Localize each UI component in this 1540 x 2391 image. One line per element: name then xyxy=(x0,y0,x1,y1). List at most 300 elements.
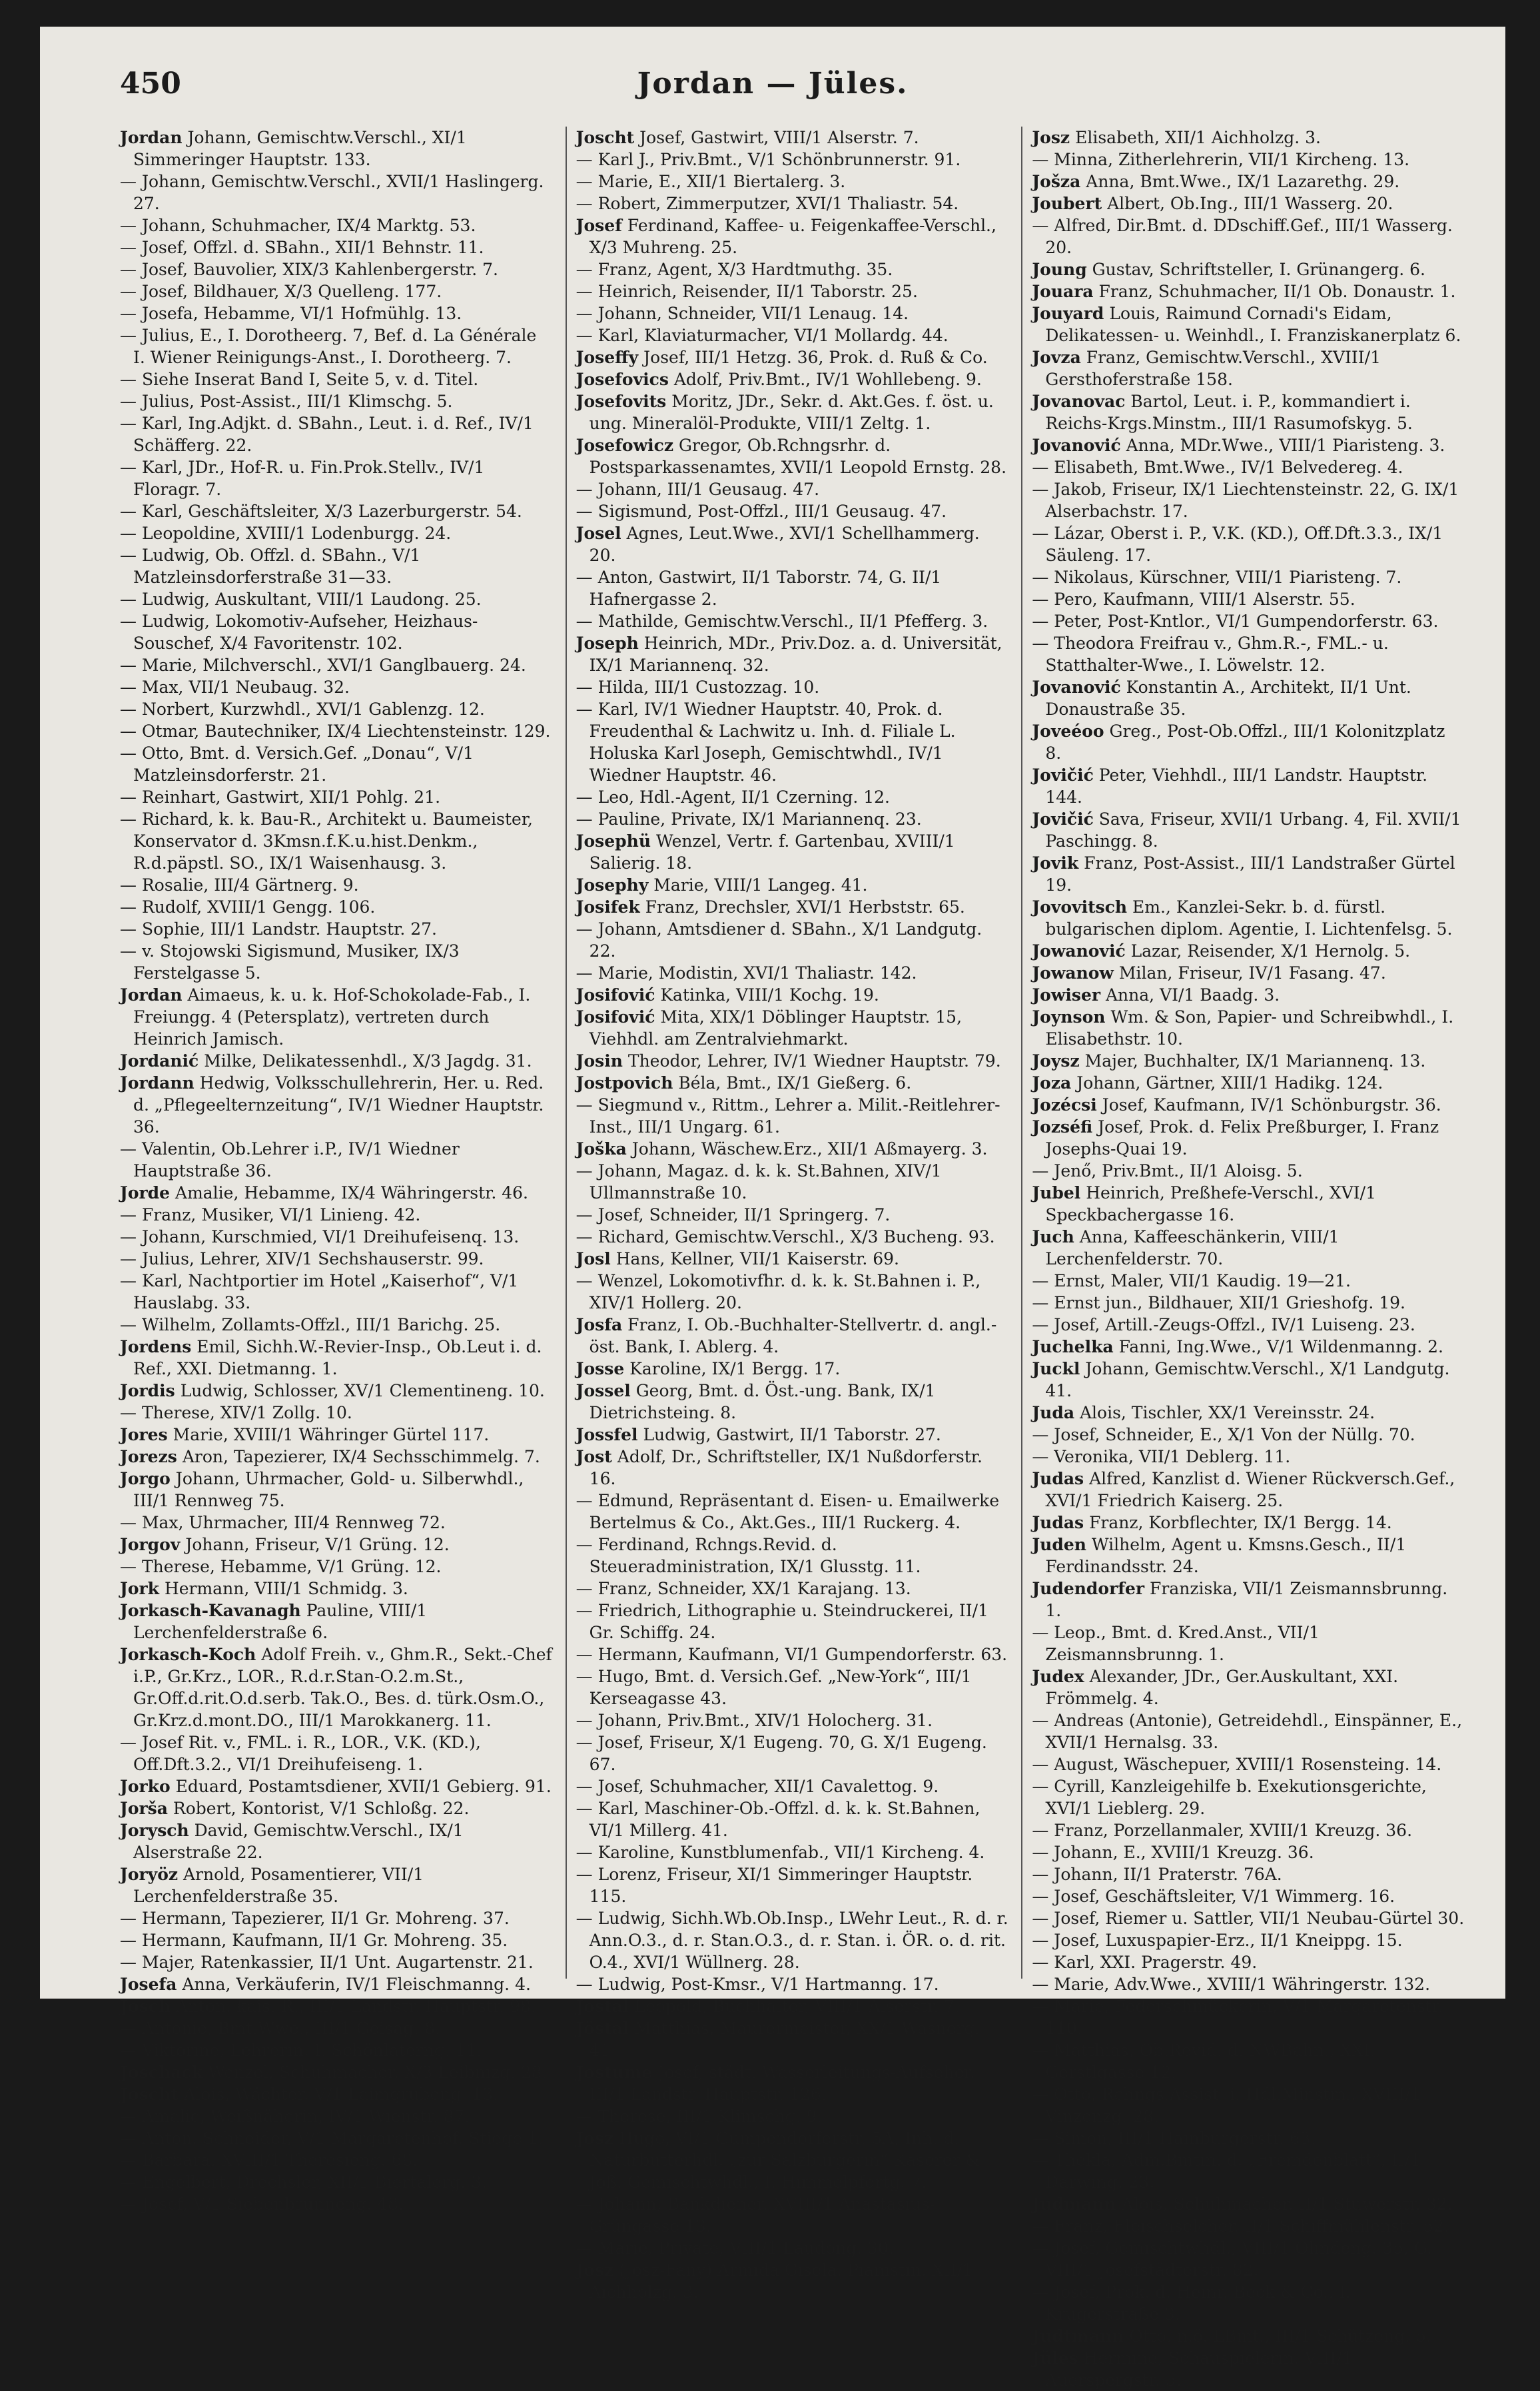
directory-entry xyxy=(120,2193,554,2215)
directory-entry xyxy=(1032,1863,1465,1885)
entry-details: — Therese, III/1 Klimschg. 9. xyxy=(576,2107,823,2126)
directory-entry xyxy=(120,1248,554,1270)
entry-surname: Jouara xyxy=(1032,282,1094,301)
entry-details: — Thekla, Adm.Bmtin. d. „Fremdenblatt“, II/1 Darwing. 23. xyxy=(1032,2151,1421,2192)
entry-details: — Andreas (Antonie), Getreidehdl., Einspänner, E., XVII/1 Hernalsg. 33. xyxy=(1032,1711,1463,1752)
entry-details: Anna, MDr.Wwe., VIII/1 Piaristeng. 3. xyxy=(1126,436,1445,455)
directory-entry xyxy=(1032,1468,1465,1512)
entry-details: — Johann, II/1 Praterstr. 76A. xyxy=(1032,1865,1282,1884)
entry-surname: Jovik xyxy=(1032,853,1079,873)
entry-surname: Josefowicz xyxy=(576,436,674,455)
entry-details: — Karoline, Kunstblumenfab., VII/1 Kircheng. 4. xyxy=(576,1843,985,1862)
directory-entry xyxy=(1032,2149,1465,2193)
entry-details: Georg, Bmt. d. Öst.-ung. Bank, IX/1 Dietrichsteing. 8. xyxy=(589,1381,936,1422)
directory-entry xyxy=(120,215,554,237)
directory-entry xyxy=(576,215,1010,258)
directory-entry xyxy=(120,940,554,984)
directory-entry xyxy=(120,1468,554,1512)
directory-entry xyxy=(576,1775,1010,1797)
directory-entry xyxy=(1032,1775,1465,1819)
entry-details: Milan, Friseur, IV/1 Fasang. 47. xyxy=(1118,963,1386,983)
entry-surname: Jordan xyxy=(120,985,183,1005)
entry-details: Em., Kanzlei-Sekr. b. d. fürstl. bulgarischen diplom. Agentie, I. Lichtenfelsg. 5. xyxy=(1045,897,1453,939)
entry-details: Josef, III/1 Hetzg. 36, Prok. d. Ruß & Co. xyxy=(643,348,988,367)
entry-details: Adolf, Dr., Schriftsteller, IX/1 Nußdorferstr. 16. xyxy=(589,1447,982,1488)
directory-entry xyxy=(1032,1622,1465,1666)
directory-entry xyxy=(1032,1094,1465,1116)
entry-details: — Lorenz, Friseur, XI/1 Simmeringer Hauptstr. 115. xyxy=(576,1865,973,1906)
entry-surname: Jowanović xyxy=(1032,941,1126,961)
directory-entry xyxy=(120,2105,554,2127)
directory-entry xyxy=(120,1204,554,1226)
entry-surname: Josephy xyxy=(576,875,649,895)
directory-entry xyxy=(576,171,1010,193)
directory-entry xyxy=(120,1775,554,1797)
entry-details: Anna, Kaffeeschänkerin, VIII/1 Lerchenfelderstr. 70. xyxy=(1045,1227,1340,1268)
directory-entry xyxy=(1032,1885,1465,1907)
entry-details: — Rudolf, XVIII/1 Gengg. 106. xyxy=(120,897,376,917)
entry-surname: Jowiser xyxy=(1032,985,1101,1005)
directory-entry xyxy=(120,1402,554,1424)
entry-details: Alois, Tischler, XX/1 Vereinsstr. 24. xyxy=(1079,1403,1375,1422)
directory-entry xyxy=(120,654,554,676)
entry-details: — Heinrich, Reisender, II/1 Taborstr. 25. xyxy=(576,282,918,301)
directory-entry xyxy=(576,830,1010,874)
entry-details: — August, Wäschepuer, XVIII/1 Rosensteing. 14. xyxy=(1032,1755,1442,1774)
entry-surname: Jorkasch-Kavanagh xyxy=(120,1601,301,1620)
entry-surname: Jordann xyxy=(120,1073,194,1093)
entry-details: Johann, Gemischtw.Verschl., X/1 Landgutg. 41. xyxy=(1045,1359,1450,1400)
entry-details: — Franz, Fleischselcher, II/1 Schiffmühlenstr. 52. xyxy=(1032,2216,1449,2236)
entry-details: Béla, Bmt., IX/1 Gießerg. 6. xyxy=(678,1073,912,1093)
directory-entry xyxy=(576,1666,1010,1709)
entry-details: Arnold, Posamentierer, VII/1 Lerchenfelderstraße 35. xyxy=(133,1865,424,1906)
entry-details: — Alfred, Dir.Bmt. d. DDschiff.Gef., III/1 Wasserg. 20. xyxy=(1032,216,1453,257)
entry-surname: Judendorfer xyxy=(1032,1579,1145,1598)
entry-details: Mita, XIX/1 Döblinger Hauptstr. 15, Viehhdl. am Zentralviehmarkt. xyxy=(589,1007,962,1049)
directory-entry xyxy=(1032,1929,1465,1951)
entry-details: — Johann, Kurschmied, VI/1 Dreihufeisenq. 13. xyxy=(120,1227,520,1246)
entry-details: — Hilda, III/1 Custozzag. 10. xyxy=(576,678,820,697)
entry-details: — Anton, Schneider, V/1 Margaretenhof, Stiege 1. xyxy=(120,2129,544,2148)
entry-details: — Johann, Schneider, VII/1 Lenaug. 14. xyxy=(576,304,909,323)
directory-entry xyxy=(120,2039,554,2061)
entry-details: Josef, Kaufmann, IV/1 Schönburgstr. 36. xyxy=(1102,1095,1441,1115)
directory-entry xyxy=(1032,127,1465,149)
directory-entry xyxy=(576,2105,1010,2127)
directory-entry xyxy=(1032,1336,1465,1358)
directory-entry xyxy=(576,1995,1010,2017)
directory-entry xyxy=(120,2017,554,2039)
directory-entry xyxy=(120,984,554,1050)
directory-entry xyxy=(1032,1358,1465,1402)
entry-details: — Leop., Bmt. d. Kred.Anst., VII/1 Zeismannsbrunng. 1. xyxy=(1032,1623,1320,1664)
directory-entry xyxy=(120,237,554,258)
entry-details: — Ludwig, Post-Kmsr., V/1 Hartmanng. 17. xyxy=(576,1975,939,1994)
directory-entry xyxy=(1032,2281,1465,2325)
entry-details: Ludwig, Gastwirt, II/1 Taborstr. 27. xyxy=(643,1425,941,1444)
entry-surname: Josel xyxy=(576,524,621,543)
entry-details: Anna, VI/1 Baadg. 3. xyxy=(1105,985,1280,1005)
entry-details: — Max, VII/1 Neubaug. 32. xyxy=(120,678,350,697)
directory-entry xyxy=(120,390,554,412)
entry-details: Wenzel, Schuhmacher, X/3 Leibnizg. 28. xyxy=(208,2063,548,2082)
entry-details: Franz, Drechsler, XVI/1 Herbststr. 65. xyxy=(645,897,965,917)
entry-details: Louis, Raimund Cornadi's Eidam, Delikatessen- u. Weinhdl., I. Franziskanerplatz 6. xyxy=(1045,304,1461,345)
entry-details: — Josef, Prok. d. Heinr. Beck & Co., I. Krugerstraße 3. xyxy=(1032,2282,1351,2324)
entry-details: Franz, Post-Assist., III/1 Landstraßer Gürtel 19. xyxy=(1045,853,1455,895)
directory-entry xyxy=(1032,2039,1465,2083)
entry-details: Alfred, Kanzlist d. Wiener Rückversch.Gef., XVI/1 Friedrich Kaiserg. 25. xyxy=(1045,1469,1455,1510)
entry-details: Josef, Gastwirt, VIII/1 Alserstr. 7. xyxy=(639,128,919,147)
entry-surname: Josefovits xyxy=(576,392,667,411)
entry-details: — Franz, Musiker, VI/1 Linieng. 42. xyxy=(120,1205,421,1224)
entry-details: — Pauline, Private, IX/1 Mariannenq. 23. xyxy=(576,809,922,829)
directory-entry xyxy=(576,434,1010,478)
directory-entry xyxy=(1032,1006,1465,1050)
entry-details: — Anton, Gastwirt, II/1 Taborstr. 74, G. II/1 Hafnergasse 2. xyxy=(576,568,942,609)
directory-page xyxy=(40,27,1505,2390)
entry-details: — Richard, Gemischtw.Verschl., X/3 Bucheng. 93. xyxy=(576,1227,995,1246)
entry-details: Anna, Verkäuferin, IV/1 Fleischmanng. 4. xyxy=(182,1975,531,1994)
directory-entry xyxy=(120,1424,554,1446)
entry-details: Alois, Wächter, V/1 Laimgrubeng. 13. xyxy=(183,2085,498,2104)
directory-entry xyxy=(576,522,1010,566)
directory-entry xyxy=(120,1731,554,1775)
entry-details: Josef, Prok. d. Felix Preßburger, I. Franz Josephs-Quai 19. xyxy=(1045,1117,1439,1159)
directory-entry xyxy=(576,698,1010,786)
entry-details: Wm. & Son, Papier- und Schreibwhdl., I. Elisabethstr. 10. xyxy=(1045,1007,1454,1049)
entry-details: — Mathilde, Gemischtw.Verschl., II/1 Pfefferg. 3. xyxy=(576,612,988,631)
directory-entry xyxy=(1032,1841,1465,1863)
entry-details: — Otmar, Bautechniker, IX/4 Liechtensteinstr. 129. xyxy=(120,721,551,741)
directory-entry xyxy=(120,588,554,610)
entry-details: — Karl, Nachtportier im Hotel „Kaiserhof“, V/1 Hauslabg. 33. xyxy=(120,1271,519,1312)
entry-details: Robert, Kontorist, V/1 Schloßg. 22. xyxy=(173,1799,470,1818)
entry-details: — Josef, Bildhauer, X/3 Quelleng. 177. xyxy=(120,282,442,301)
entry-surname: Jouyard xyxy=(1032,304,1104,323)
entry-surname: Jovanovac xyxy=(1032,392,1126,411)
entry-details: Agnes, Leut.Wwe., XVI/1 Schellhammerg. 20. xyxy=(589,524,980,565)
directory-entry xyxy=(1032,610,1465,632)
directory-entry xyxy=(576,984,1010,1006)
entry-surname: Jostpovich xyxy=(576,1073,673,1093)
directory-entry xyxy=(576,566,1010,610)
entry-surname: Jovza xyxy=(1032,348,1081,367)
entry-surname: Juda xyxy=(1032,1403,1075,1422)
entry-details: — Otto, Rchngs.Assist. i. Hdl.Minstm., XVIII/1 Vinzenzg. 28. xyxy=(1032,2085,1421,2126)
entry-details: — Marie, Federschmückerin, V/1 Margaretenstr. 110. xyxy=(1032,1997,1443,2038)
entry-details: — Johann, Schuhmacher, IX/4 Marktg. 53. xyxy=(120,216,476,235)
entry-details: — Theodora Freifrau v., Ghm.R.-, FML.- u. Statthalter-Wwe., I. Löwelstr. 12. xyxy=(1032,634,1389,675)
entry-details: Gregor, Ob.Rchngsrhr. d. Postsparkassenamtes, XVII/1 Leopold Ernstg. 28. xyxy=(589,436,1007,477)
directory-entry xyxy=(576,478,1010,500)
entry-surname: Josz xyxy=(1032,128,1070,147)
entry-details: Ferdinand, Kaffee- u. Feigenkaffee-Verschl., X/3 Muhreng. 25. xyxy=(589,216,996,257)
entry-details: — Josef, Riemer u. Sattler, VII/1 Neubau-Gürtel 30. xyxy=(1032,1909,1465,1928)
entry-details: — Wenzel, Lokomotivfhr. d. k. k. St.Bahnen i. P., XIV/1 Hollerg. 20. xyxy=(576,1271,981,1312)
entry-surname: Jostume xyxy=(576,2063,653,2082)
entry-details: Peter, Viehhdl., III/1 Landstr. Hauptstr. 144. xyxy=(1045,765,1428,807)
entry-surname: Josephü xyxy=(576,831,651,851)
directory-entry xyxy=(576,1863,1010,1907)
entry-surname: Jores xyxy=(120,1425,168,1444)
directory-entry xyxy=(120,368,554,390)
directory-entry xyxy=(1032,632,1465,676)
entry-surname: Joseffy xyxy=(576,348,639,367)
entry-surname: Jowanow xyxy=(1032,963,1114,983)
entry-details: — Johann, E., XVIII/1 Kreuzg. 36. xyxy=(1032,1843,1314,1862)
directory-entry xyxy=(1032,1907,1465,1929)
directory-entry xyxy=(1032,1578,1465,1622)
directory-entry xyxy=(120,896,554,918)
entry-details: Greg., Post-Ob.Offzl., III/1 Kolonitzplatz 8. xyxy=(1045,721,1445,763)
directory-entry xyxy=(576,1424,1010,1446)
directory-entry xyxy=(576,2061,1010,2105)
entry-surname: Jost xyxy=(576,1447,612,1466)
directory-entry xyxy=(576,127,1010,149)
entry-surname: Joubert xyxy=(1032,194,1102,213)
entry-details: (Josz-Fany) Armida Gisela, Pianistin, XII/1 Aichholzg. 3. xyxy=(589,2260,973,2302)
column-2 xyxy=(566,127,1010,2302)
entry-surname: Joška xyxy=(576,1139,627,1159)
directory-entry xyxy=(1032,280,1465,302)
entry-details: Hedwig, Volksschullehrerin, Her. u. Red. d. „Pflegeelternzeitung“, IV/1 Wiedner Hauptstr. 36. xyxy=(133,1073,544,1137)
entry-surname: Judmann xyxy=(1032,2194,1116,2214)
directory-entry xyxy=(576,918,1010,962)
entry-details: — Majer, Ratenkassier, II/1 Unt. Augartenstr. 21. xyxy=(120,1953,534,1972)
entry-details: — Marie, Adv.Wwe., XVIII/1 Währingerstr. 132. xyxy=(1032,1975,1431,1994)
directory-entry xyxy=(1032,808,1465,852)
directory-entry xyxy=(576,1644,1010,1666)
entry-details: — Johann, III/1 Geusaug. 47. xyxy=(576,480,820,499)
entry-details: — Karl, XXI. Pragerstr. 49. xyxy=(1032,1953,1258,1972)
directory-entry xyxy=(1032,1534,1465,1578)
entry-surname: Jöstal xyxy=(576,2019,629,2038)
directory-entry xyxy=(120,1578,554,1600)
directory-entry xyxy=(576,2017,1010,2061)
entry-details: — Josef, Friseur, X/1 Eugeng. 70, G. X/1 Eugeng. 67. xyxy=(576,1733,987,1774)
entry-details: — Johann, Bankdiener, XVIII/1 Anastasius-Grüngasse 13. xyxy=(576,2194,935,2236)
directory-entry xyxy=(576,390,1010,434)
directory-entry xyxy=(1032,258,1465,280)
directory-entry xyxy=(1032,1292,1465,1314)
entry-details: Konstantin A., Architekt, II/1 Unt. Donaustraße 35. xyxy=(1045,678,1411,719)
directory-entry xyxy=(1032,984,1465,1006)
entry-details: Bartol, Leut. i. P., kommandiert i. Reichs-Krgs.Minstm., III/1 Rasumofskyg. 5. xyxy=(1045,392,1413,433)
directory-entry xyxy=(120,610,554,654)
directory-entry xyxy=(1032,1072,1465,1094)
entry-details: — Marie, E., XII/1 Biertalerg. 3. xyxy=(576,172,846,191)
entry-details: — Johann, Gemischtw.Verschl., XVII/1 Haslingerg. 27. xyxy=(120,172,544,213)
directory-entry xyxy=(120,1929,554,1951)
entry-details: Otto, n.ö. LBmt., III/1 Schützeng. 5. xyxy=(1129,2326,1432,2346)
entry-surname: Jorko xyxy=(120,1777,171,1796)
directory-entry xyxy=(120,2083,554,2105)
entry-details: Karoline, IX/1 Bergg. 17. xyxy=(629,1359,841,1378)
directory-entry xyxy=(576,1973,1010,1995)
entry-details: — Ernst, Maler, VII/1 Kaudig. 19—21. xyxy=(1032,1271,1351,1290)
directory-entry xyxy=(576,962,1010,984)
entry-details: — Matthias, Ob.Revid. d. NWBahn., XXI. Gerstlgasse 12. xyxy=(1032,2041,1375,2082)
directory-entry xyxy=(120,1600,554,1644)
entry-details: Heinrich, Preßhefe-Verschl., XVI/1 Speckbachergasse 16. xyxy=(1045,1183,1376,1224)
entry-surname: Jossel xyxy=(576,1381,631,1400)
directory-entry xyxy=(1032,478,1465,522)
entry-details: — Friedrich, Lithographie u. Steindruckerei, II/1 Gr. Schiffg. 24. xyxy=(576,1601,988,1642)
entry-details: Alexander, JDr., Ger.Auskultant, XXI. Frömmelg. 4. xyxy=(1045,1667,1399,1708)
entry-surname: Jordis xyxy=(120,1381,175,1400)
entry-details: Franz, Schuhmacher, II/1 Ob. Donaustr. 1. xyxy=(1098,282,1456,301)
entry-surname: Josifović xyxy=(576,985,655,1005)
directory-entry xyxy=(576,2193,1010,2237)
entry-surname: Jorša xyxy=(120,1799,168,1818)
entry-details: — Karl, JDr., Hof-R. u. Fin.Prok.Stellv., IV/1 Floragr. 7. xyxy=(120,458,485,499)
entry-details: Albert, Ob.Ing., III/1 Wasserg. 20. xyxy=(1107,194,1393,213)
entry-surname: Jovanović xyxy=(1032,678,1121,697)
directory-entry xyxy=(576,1797,1010,1841)
directory-entry xyxy=(120,1182,554,1204)
entry-details: — Josef, Luxuspapier-Erz., II/1 Kneippg. 15. xyxy=(1032,1931,1403,1950)
directory-entry xyxy=(120,544,554,588)
entry-details: — Ludwig, Lokomotiv-Aufseher, Heizhaus-Souschef, X/4 Favoritenstr. 102. xyxy=(120,612,478,653)
directory-entry xyxy=(576,1160,1010,1204)
directory-entry xyxy=(120,1863,554,1907)
entry-details: Sava, Friseur, XVII/1 Urbang. 4, Fil. XVII/1 Paschingg. 8. xyxy=(1045,809,1461,851)
entry-surname: Joscht xyxy=(120,2085,179,2104)
entry-surname: Jorgo xyxy=(120,1469,171,1488)
directory-entry xyxy=(576,1534,1010,1578)
entry-details: — Nikolaus, Kürschner, VIII/1 Piaristeng. 7. xyxy=(1032,568,1402,587)
directory-entry xyxy=(120,786,554,808)
directory-entry xyxy=(120,2061,554,2083)
running-title: Jordan — Jüles. xyxy=(637,67,909,101)
entry-surname: Joschack xyxy=(120,2063,203,2082)
entry-details: — Elisabeth, Bmt.Wwe., IV/1 Belvedereg. 4. xyxy=(1032,458,1403,477)
entry-details: Matthias, Maurermeister, XX/1 Wasnerg. 41. xyxy=(589,2019,980,2060)
entry-surname: Josin xyxy=(576,1051,623,1071)
directory-entry xyxy=(1032,1270,1465,1292)
directory-entry xyxy=(120,1270,554,1314)
entry-details: Alois, Schuhmacher, II/1 Stuwerstr. 32. xyxy=(1121,2194,1453,2214)
entry-details: Ludwig, Schlosser, XV/1 Clementineng. 10. xyxy=(180,1381,545,1400)
entry-surname: Joveéoo xyxy=(1032,721,1104,741)
directory-entry xyxy=(1032,1973,1465,1995)
directory-entry xyxy=(576,280,1010,302)
directory-entry xyxy=(1032,2083,1465,2127)
directory-entry xyxy=(1032,193,1465,215)
entry-surname: Jubel xyxy=(1032,1183,1081,1202)
entry-surname: Juch xyxy=(1032,1227,1074,1246)
directory-entry xyxy=(120,1644,554,1731)
entry-details: — Josef, Offzl. d. SBahn., XII/1 Behnstr. 11. xyxy=(120,238,484,257)
entry-details: — Hugo, Bmt. d. Versich.Gef. „New-York“, III/1 Kerseagasse 43. xyxy=(576,1667,972,1708)
directory-entry xyxy=(120,1556,554,1578)
directory-entry xyxy=(120,2149,554,2171)
directory-entry xyxy=(576,149,1010,171)
entry-surname: Jovovitsch xyxy=(1032,897,1128,917)
entry-details: — Julius, Post-Assist., III/1 Klimschg. 5. xyxy=(120,392,453,411)
directory-entry xyxy=(120,742,554,786)
entry-details: — Cyrill, Kanzleigehilfe b. Exekutionsgerichte, XVI/1 Lieblerg. 29. xyxy=(1032,1777,1427,1818)
directory-entry xyxy=(1032,1160,1465,1182)
directory-entry xyxy=(120,171,554,215)
entry-details: — Josef, Gemischtwhdl., VIII/1 Olindeng. 35, G. VIII/1 Josefstädterstr. 82. xyxy=(1032,2238,1433,2280)
directory-entry xyxy=(1032,2215,1465,2237)
directory-entry xyxy=(1032,676,1465,720)
entry-details: Pauline, VIII/1 Lerchenfelderstraße 6. xyxy=(133,1601,428,1642)
entry-details: — Engelbert, Drechsler, XII/1 Biertalerg. 3. xyxy=(120,2172,487,2192)
entry-details: Katinka, VIII/1 Kochg. 19. xyxy=(660,985,879,1005)
directory-entry xyxy=(120,698,554,720)
directory-entry xyxy=(1032,1446,1465,1468)
entry-details: — Karl, Geschäftsleiter, X/3 Lazerburgerstr. 54. xyxy=(120,502,522,521)
directory-entry xyxy=(1032,522,1465,566)
entry-surname: Joynson xyxy=(1032,1007,1106,1027)
directory-entry xyxy=(1032,1753,1465,1775)
entry-surname: Josz xyxy=(576,2129,614,2148)
entry-surname: Jordan xyxy=(120,128,183,147)
directory-entry xyxy=(576,1490,1010,1534)
entry-details: — Lázar, Oberst i. P., V.K. (KD.), Off.Dft.3.3., IX/1 Säuleng. 17. xyxy=(1032,524,1443,565)
directory-entry xyxy=(120,918,554,940)
entry-surname: Jovičić xyxy=(1032,765,1094,785)
entry-details: — v. Stojowski Sigismund, Musiker, IX/3 Ferstelgasse 5. xyxy=(120,941,460,983)
directory-entry xyxy=(120,874,554,896)
directory-entry xyxy=(120,324,554,368)
entry-details: — Hermann, Kaufmann, VI/1 Gumpendorferstr. 63. xyxy=(576,1645,1008,1664)
entry-details: — Johann, Amtsdiener d. SBahn., X/1 Landgutg. 22. xyxy=(576,919,982,961)
entry-details: Wenzel, Vertr. f. Gartenbau, XVIII/1 Salierig. 18. xyxy=(589,831,955,873)
directory-entry xyxy=(1032,1709,1465,1753)
entry-details: — Julius, E., I. Dorotheerg. 7, Bef. d. La Générale I. Wiener Reinigungs-Anst., I. Dorotheerg. 7. xyxy=(120,326,537,367)
entry-surname: Jovičić xyxy=(1032,809,1094,829)
directory-entry xyxy=(120,1226,554,1248)
directory-entry xyxy=(120,1907,554,1929)
directory-entry xyxy=(576,1731,1010,1775)
entry-surname: Judtmann xyxy=(1032,2326,1124,2346)
entry-details: Theodor, Lehrer, IV/1 Wiedner Hauptstr. 79. xyxy=(627,1051,1001,1071)
entry-details: — Jakob, Friseur, IX/1 Liechtensteinstr. 22, G. IX/1 Alserbachstr. 17. xyxy=(1032,480,1459,521)
directory-entry xyxy=(120,1534,554,1556)
directory-entry xyxy=(120,280,554,302)
directory-entry xyxy=(120,1819,554,1863)
entry-surname: Jossfel xyxy=(576,1425,638,1444)
entry-details: — Valentin, Ob.Lehrer i.P., IV/1 Wiedner Hauptstraße 36. xyxy=(120,1139,460,1181)
entry-surname: Joseph xyxy=(576,634,639,653)
directory-entry xyxy=(1032,215,1465,258)
entry-details: Marie, XVIII/1 Währinger Gürtel 117. xyxy=(173,1425,490,1444)
entry-details: Hermine, Schauspielerin, VIII/1 Auerspergstr. 5. xyxy=(1045,2348,1353,2390)
entry-surname: Josefa xyxy=(120,1975,177,1994)
entry-details: — Marie, Modistin, XVI/1 Thaliastr. 142. xyxy=(576,963,917,983)
entry-details: — Otto, Bmt. d. Versich.Gef. „Donau“, V/1 Matzleinsdorferstr. 21. xyxy=(120,743,474,785)
directory-entry xyxy=(1032,962,1465,984)
directory-entry xyxy=(1032,2127,1465,2149)
directory-entry xyxy=(576,2127,1010,2193)
entry-surname: Jovanović xyxy=(1032,436,1121,455)
directory-entry xyxy=(576,632,1010,676)
entry-details: Johann, Wäschew.Erz., XII/1 Aßmayerg. 3. xyxy=(631,1139,988,1159)
directory-entry xyxy=(576,1709,1010,1731)
entry-details: Heinrich, MDr., Priv.Doz. a. d. Universität, IX/1 Mariannenq. 32. xyxy=(589,634,1002,675)
entry-surname: Josl xyxy=(576,1249,611,1268)
entry-details: — Siehe Inserat Band I, Seite 5, v. d. Titel. xyxy=(120,370,479,389)
directory-entry xyxy=(120,500,554,522)
directory-entry xyxy=(1032,1314,1465,1336)
directory-entry xyxy=(576,1907,1010,1973)
entry-surname: Joryöz xyxy=(120,1865,179,1884)
